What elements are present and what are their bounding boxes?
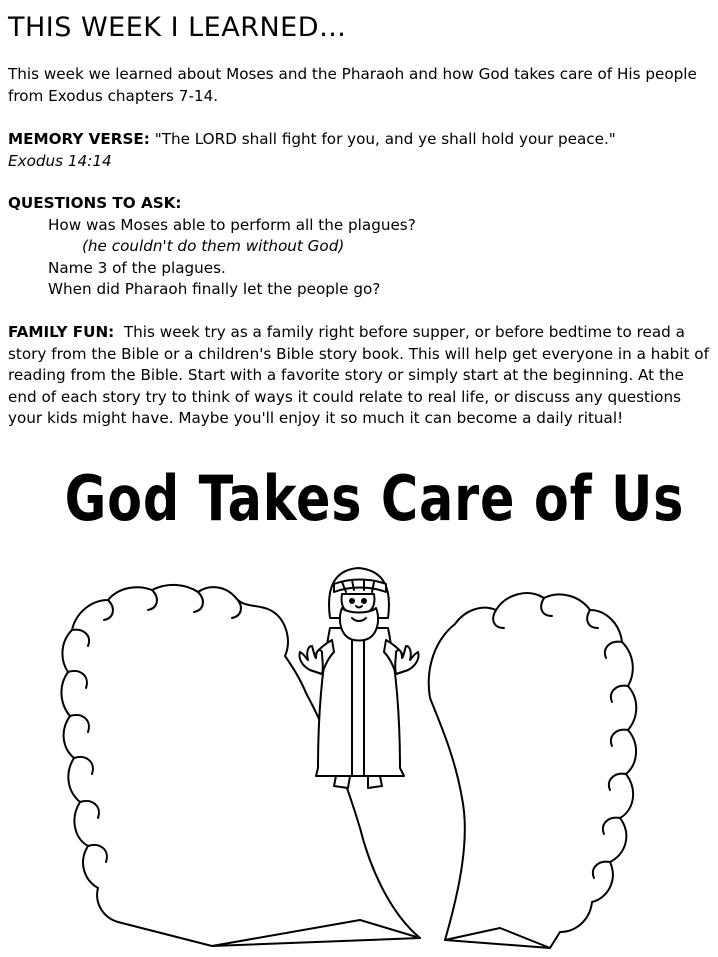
family-fun-text: This week try as a family right before supper, or before bedtime to read a story from the Bible or a children's Bible story book. This will help get everyone in a habit of reading from the Bible. Start with a favorite story or simply start at the beginning. At the end of each story try to think of ways it could relate to real life, or discuss any questions your kids might have. Maybe you'll enjoy it so much it can become a daily ritual! bbox=[8, 323, 709, 427]
question-answer-hint: (he couldn't do them without God) bbox=[82, 237, 345, 255]
question-item: How was Moses able to perform all the plagues? bbox=[48, 215, 416, 234]
memory-verse-label: MEMORY VERSE: bbox=[8, 130, 150, 148]
family-fun-section bbox=[8, 322, 714, 430]
questions-list bbox=[8, 215, 714, 301]
page-title: THIS WEEK I LEARNED… bbox=[8, 12, 347, 43]
question-item: Name 3 of the plagues. bbox=[48, 258, 226, 277]
question-item: When did Pharaoh finally let the people go? bbox=[48, 280, 381, 298]
memory-verse-text: "The LORD shall fight for you, and ye shall hold your peace." bbox=[154, 130, 616, 148]
family-fun-label: FAMILY FUN: bbox=[8, 323, 115, 341]
memory-verse-reference: Exodus 14:14 bbox=[8, 151, 112, 170]
moses-parting-sea-illustration bbox=[0, 548, 718, 957]
right-hand bbox=[395, 646, 418, 674]
right-water-wall bbox=[429, 593, 637, 948]
questions-label: QUESTIONS TO ASK: bbox=[8, 194, 182, 212]
moses-beard bbox=[340, 608, 378, 641]
coloring-title: God Takes Care of Us bbox=[64, 462, 685, 535]
questions-section bbox=[8, 193, 714, 301]
memory-verse-section bbox=[8, 129, 714, 172]
left-hand bbox=[299, 646, 322, 674]
intro-paragraph: This week we learned about Moses and the Pharaoh and how God takes care of His people from Exodus chapters 7-14. bbox=[8, 65, 697, 105]
